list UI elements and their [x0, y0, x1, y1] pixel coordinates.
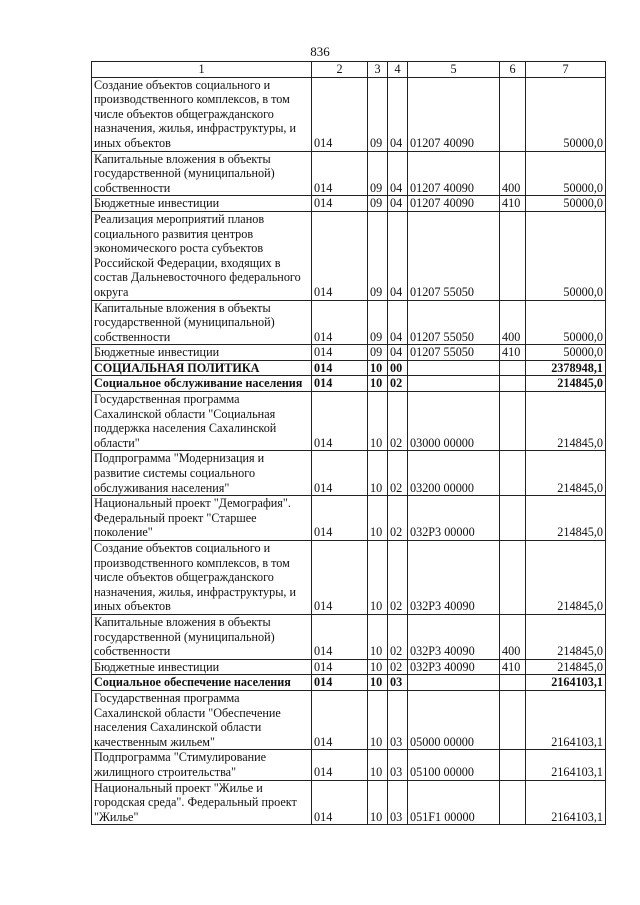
expense-type-cell: 410: [500, 196, 526, 212]
grbs-code-cell: 014: [312, 614, 368, 659]
target-article-cell: 032P3 00000: [408, 496, 500, 541]
expense-type-cell: [500, 690, 526, 749]
target-article-cell: 05000 00000: [408, 690, 500, 749]
table-row: [92, 614, 606, 659]
section-code-cell: 10: [368, 690, 388, 749]
amount-cell: 214845,0: [526, 376, 606, 392]
grbs-code-cell: 014: [312, 77, 368, 151]
subsection-code-cell: 04: [388, 211, 408, 300]
row-name-cell: Подпрограмма "Стимулирование жилищного строительства": [92, 750, 312, 780]
target-article-cell: 01207 40090: [408, 77, 500, 151]
grbs-code-cell: 014: [312, 750, 368, 780]
header-cell: 6: [500, 62, 526, 78]
table-row: [92, 376, 606, 392]
target-article-cell: 032P3 40090: [408, 614, 500, 659]
grbs-code-cell: 014: [312, 690, 368, 749]
subsection-code-cell: 04: [388, 151, 408, 196]
table-row: [92, 496, 606, 541]
table-row: [92, 451, 606, 496]
table-row: [92, 780, 606, 825]
expense-type-cell: [500, 675, 526, 691]
header-cell: 7: [526, 62, 606, 78]
section-code-cell: 10: [368, 392, 388, 451]
row-name-cell: Национальный проект "Жилье и городская среда". Федеральный проект "Жилье": [92, 780, 312, 825]
expense-type-cell: 410: [500, 345, 526, 361]
row-name-cell: Социальное обслуживание населения: [92, 376, 312, 392]
subsection-code-cell: 04: [388, 345, 408, 361]
section-code-cell: 10: [368, 496, 388, 541]
amount-cell: 2164103,1: [526, 750, 606, 780]
grbs-code-cell: 014: [312, 211, 368, 300]
subsection-code-cell: 02: [388, 392, 408, 451]
header-row: [92, 62, 606, 78]
row-name-cell: Национальный проект "Демография". Федеральный проект "Старшее поколение": [92, 496, 312, 541]
amount-cell: 50000,0: [526, 211, 606, 300]
subsection-code-cell: 03: [388, 750, 408, 780]
table-row: [92, 690, 606, 749]
target-article-cell: 01207 55050: [408, 211, 500, 300]
target-article-cell: 01207 55050: [408, 345, 500, 361]
amount-cell: 50000,0: [526, 300, 606, 345]
section-code-cell: 10: [368, 659, 388, 675]
amount-cell: 214845,0: [526, 541, 606, 615]
section-code-cell: 09: [368, 345, 388, 361]
amount-cell: 50000,0: [526, 77, 606, 151]
amount-cell: 50000,0: [526, 151, 606, 196]
subsection-code-cell: 03: [388, 675, 408, 691]
amount-cell: 214845,0: [526, 659, 606, 675]
grbs-code-cell: 014: [312, 496, 368, 541]
row-name-cell: Государственная программа Сахалинской области "Обеспечение населения Сахалинской области качественным жильем": [92, 690, 312, 749]
section-code-cell: 09: [368, 77, 388, 151]
table-row: [92, 360, 606, 376]
target-article-cell: [408, 376, 500, 392]
table-row: [92, 196, 606, 212]
section-code-cell: 09: [368, 300, 388, 345]
subsection-code-cell: 00: [388, 360, 408, 376]
section-code-cell: 10: [368, 675, 388, 691]
subsection-code-cell: 02: [388, 614, 408, 659]
subsection-code-cell: 02: [388, 541, 408, 615]
row-name-cell: Бюджетные инвестиции: [92, 345, 312, 361]
expense-type-cell: 410: [500, 659, 526, 675]
target-article-cell: 01207 40090: [408, 196, 500, 212]
table-row: [92, 659, 606, 675]
subsection-code-cell: 04: [388, 77, 408, 151]
section-code-cell: 10: [368, 451, 388, 496]
expense-type-cell: 400: [500, 300, 526, 345]
row-name-cell: Бюджетные инвестиции: [92, 196, 312, 212]
grbs-code-cell: 014: [312, 541, 368, 615]
subsection-code-cell: 03: [388, 780, 408, 825]
target-article-cell: 01207 55050: [408, 300, 500, 345]
subsection-code-cell: 02: [388, 376, 408, 392]
table-row: [92, 151, 606, 196]
target-article-cell: 051F1 00000: [408, 780, 500, 825]
subsection-code-cell: 04: [388, 196, 408, 212]
row-name-cell: Создание объектов социального и производственного комплексов, в том числе объектов общегражданского назначения, жилья, инфраструктуры, и иных объектов: [92, 541, 312, 615]
target-article-cell: [408, 360, 500, 376]
amount-cell: 2164103,1: [526, 675, 606, 691]
header-cell: 1: [92, 62, 312, 78]
section-code-cell: 10: [368, 780, 388, 825]
table-row: [92, 541, 606, 615]
subsection-code-cell: 04: [388, 300, 408, 345]
grbs-code-cell: 014: [312, 780, 368, 825]
expense-type-cell: [500, 451, 526, 496]
subsection-code-cell: 02: [388, 451, 408, 496]
row-name-cell: Капитальные вложения в объекты государственной (муниципальной) собственности: [92, 151, 312, 196]
expense-type-cell: [500, 211, 526, 300]
budget-table: [91, 61, 606, 825]
header-cell: 2: [312, 62, 368, 78]
section-code-cell: 10: [368, 376, 388, 392]
amount-cell: 2164103,1: [526, 690, 606, 749]
grbs-code-cell: 014: [312, 345, 368, 361]
amount-cell: 2378948,1: [526, 360, 606, 376]
table-row: [92, 750, 606, 780]
section-code-cell: 09: [368, 151, 388, 196]
section-code-cell: 09: [368, 211, 388, 300]
row-name-cell: Создание объектов социального и производственного комплексов, в том числе объектов общегражданского назначения, жилья, инфраструктуры, и иных объектов: [92, 77, 312, 151]
grbs-code-cell: 014: [312, 196, 368, 212]
amount-cell: 214845,0: [526, 392, 606, 451]
expense-type-cell: [500, 376, 526, 392]
grbs-code-cell: 014: [312, 451, 368, 496]
section-code-cell: 10: [368, 750, 388, 780]
expense-type-cell: [500, 541, 526, 615]
row-name-cell: СОЦИАЛЬНАЯ ПОЛИТИКА: [92, 360, 312, 376]
amount-cell: 214845,0: [526, 614, 606, 659]
section-code-cell: 10: [368, 541, 388, 615]
expense-type-cell: [500, 780, 526, 825]
row-name-cell: Бюджетные инвестиции: [92, 659, 312, 675]
header-cell: 4: [388, 62, 408, 78]
page-number: 836: [310, 44, 330, 59]
amount-cell: 50000,0: [526, 345, 606, 361]
grbs-code-cell: 014: [312, 392, 368, 451]
target-article-cell: 03200 00000: [408, 451, 500, 496]
grbs-code-cell: 014: [312, 300, 368, 345]
amount-cell: 2164103,1: [526, 780, 606, 825]
subsection-code-cell: 02: [388, 496, 408, 541]
expense-type-cell: 400: [500, 614, 526, 659]
grbs-code-cell: 014: [312, 376, 368, 392]
table-row: [92, 300, 606, 345]
grbs-code-cell: 014: [312, 675, 368, 691]
header-cell: 5: [408, 62, 500, 78]
grbs-code-cell: 014: [312, 659, 368, 675]
table-row: [92, 77, 606, 151]
expense-type-cell: [500, 750, 526, 780]
row-name-cell: Капитальные вложения в объекты государственной (муниципальной) собственности: [92, 300, 312, 345]
amount-cell: 50000,0: [526, 196, 606, 212]
target-article-cell: 01207 40090: [408, 151, 500, 196]
amount-cell: 214845,0: [526, 496, 606, 541]
table-row: [92, 211, 606, 300]
table-row: [92, 675, 606, 691]
amount-cell: 214845,0: [526, 451, 606, 496]
expense-type-cell: [500, 496, 526, 541]
header-cell: 3: [368, 62, 388, 78]
target-article-cell: 032P3 40090: [408, 659, 500, 675]
target-article-cell: 03000 00000: [408, 392, 500, 451]
row-name-cell: Социальное обеспечение населения: [92, 675, 312, 691]
expense-type-cell: 400: [500, 151, 526, 196]
expense-type-cell: [500, 77, 526, 151]
target-article-cell: [408, 675, 500, 691]
subsection-code-cell: 03: [388, 690, 408, 749]
grbs-code-cell: 014: [312, 151, 368, 196]
row-name-cell: Капитальные вложения в объекты государственной (муниципальной) собственности: [92, 614, 312, 659]
section-code-cell: 10: [368, 614, 388, 659]
row-name-cell: Государственная программа Сахалинской области "Социальная поддержка населения Сахалинской области": [92, 392, 312, 451]
target-article-cell: 05100 00000: [408, 750, 500, 780]
row-name-cell: Реализация мероприятий планов социального развития центров экономического роста субъектов Российской Федерации, входящих в состав Дальневосточного федерального округа: [92, 211, 312, 300]
row-name-cell: Подпрограмма "Модернизация и развитие системы социального обслуживания населения": [92, 451, 312, 496]
target-article-cell: 032P3 40090: [408, 541, 500, 615]
expense-type-cell: [500, 360, 526, 376]
table-row: [92, 392, 606, 451]
grbs-code-cell: 014: [312, 360, 368, 376]
table-row: [92, 345, 606, 361]
expense-type-cell: [500, 392, 526, 451]
section-code-cell: 10: [368, 360, 388, 376]
section-code-cell: 09: [368, 196, 388, 212]
subsection-code-cell: 02: [388, 659, 408, 675]
